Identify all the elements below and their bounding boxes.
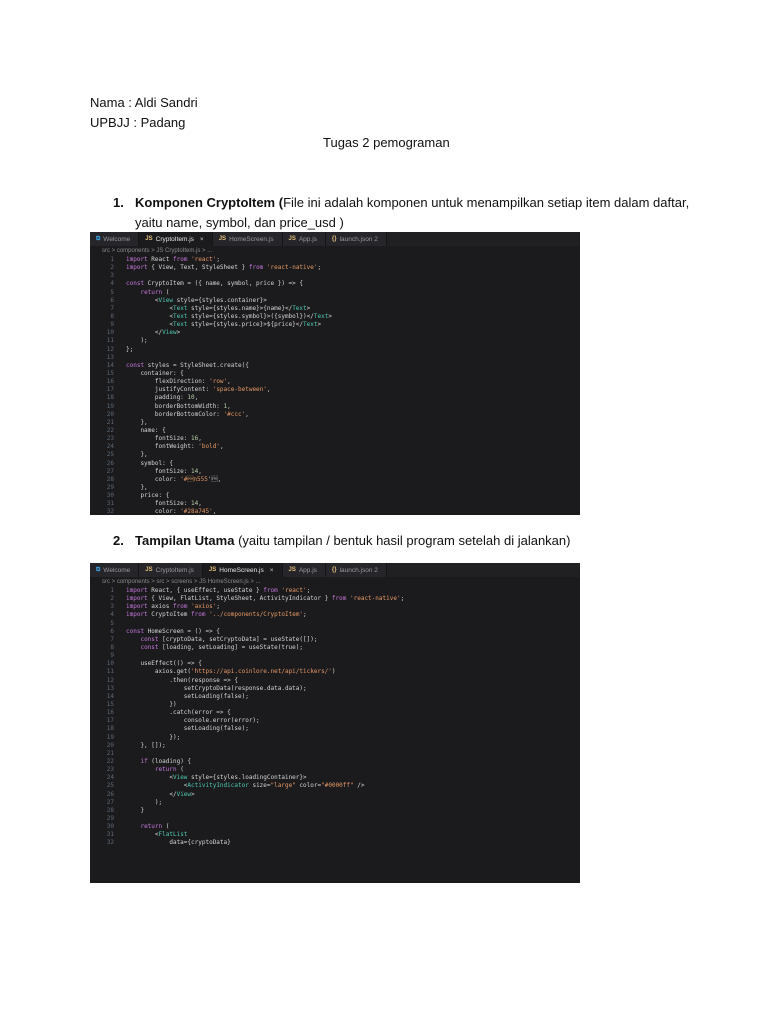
line-number: 24 — [106, 774, 114, 782]
code-line — [90, 636, 580, 644]
code-text: borderBottomWidth: 1, — [126, 402, 231, 410]
code-text: }, — [126, 483, 148, 491]
line-number: 13 — [106, 684, 114, 692]
code-line — [90, 500, 580, 508]
list-item-text: File ini adalah komponen untuk menampilkan setiap item dalam daftar, — [283, 195, 690, 210]
list-number: 1. — [113, 195, 124, 210]
code-line — [90, 378, 580, 386]
list-item-heading: Komponen CryptoItem ( — [135, 195, 284, 210]
code-line — [90, 734, 580, 742]
code-line — [90, 411, 580, 419]
line-number: 20 — [106, 410, 114, 418]
code-line — [90, 807, 580, 815]
code-text: <Text style={styles.name}>{name}</Text> — [126, 304, 311, 312]
code-line — [90, 603, 580, 611]
code-line — [90, 394, 580, 402]
code-line — [90, 628, 580, 636]
editor-tab-bar — [90, 232, 580, 246]
code-line — [90, 272, 580, 280]
code-text: }, — [126, 451, 148, 459]
editor-tab-label: launch.json 2 — [339, 566, 378, 574]
code-line — [90, 297, 580, 305]
editor-tab-label: Welcome — [103, 235, 131, 243]
list-item-text: (yaitu tampilan / bentuk hasil program setelah di jalankan) — [234, 533, 571, 548]
js-file-icon: JS — [145, 236, 153, 242]
code-line — [90, 823, 580, 831]
code-text: color: '#n555', — [126, 475, 222, 483]
code-line — [90, 386, 580, 394]
code-text: return ( — [154, 766, 184, 774]
code-line — [90, 280, 580, 288]
code-line — [90, 419, 580, 427]
code-text: ); — [126, 798, 163, 806]
close-icon[interactable]: × — [269, 566, 274, 574]
line-number: 22 — [106, 757, 114, 765]
js-file-icon: JS — [288, 567, 296, 573]
editor-tab[interactable] — [213, 232, 283, 246]
line-number: 24 — [106, 443, 114, 451]
line-number: 30 — [106, 492, 114, 500]
code-text: return ( — [140, 823, 170, 831]
code-text: <Text style={styles.price}>${price}</Text> — [126, 321, 322, 329]
code-text: setLoading(false); — [126, 725, 249, 733]
code-text: const styles = StyleSheet.create({ — [126, 361, 249, 369]
code-line — [90, 611, 580, 619]
code-line — [90, 839, 580, 847]
code-line — [90, 427, 580, 435]
code-line — [90, 693, 580, 701]
line-number: 21 — [106, 749, 114, 757]
document-title: Tugas 2 pemograman — [323, 135, 450, 150]
line-number: 4 — [110, 280, 114, 288]
code-text: setCryptoData(response.data.data); — [126, 684, 307, 692]
line-number: 14 — [106, 692, 114, 700]
code-line — [90, 831, 580, 839]
editor-tab-label: Welcome — [103, 566, 131, 574]
breadcrumb: src > components > JS CryptoItem.js > ... — [102, 248, 213, 254]
line-number: 31 — [106, 500, 114, 508]
code-text: padding: 10, — [126, 394, 199, 402]
code-text: }, []); — [126, 741, 166, 749]
line-number: 28 — [106, 475, 114, 483]
code-text: color: '#28a745', — [126, 508, 217, 515]
editor-tab[interactable] — [139, 232, 212, 246]
code-line — [90, 791, 580, 799]
code-editor-screenshot-1 — [90, 232, 580, 515]
editor-tab-label: App.js — [298, 235, 317, 243]
code-area — [90, 587, 580, 848]
code-line — [90, 313, 580, 321]
editor-tab-label: HomeScreen.js — [219, 566, 264, 574]
student-upbjj: UPBJJ : Padang — [90, 115, 186, 130]
code-line — [90, 468, 580, 476]
line-number: 28 — [106, 806, 114, 814]
list-item-text: yaitu name, symbol, dan price_usd ) — [135, 215, 344, 230]
code-text: } — [126, 806, 145, 814]
line-number: 22 — [106, 426, 114, 434]
line-number: 10 — [106, 660, 114, 668]
code-line — [90, 725, 580, 733]
code-text: }) — [126, 700, 177, 708]
line-number: 18 — [106, 725, 114, 733]
code-text: import CryptoItem from '../components/CryptoItem'; — [126, 611, 307, 619]
line-number: 29 — [106, 483, 114, 491]
code-line — [90, 595, 580, 603]
code-line — [90, 321, 580, 329]
line-number: 29 — [106, 814, 114, 822]
code-text: }; — [126, 345, 134, 353]
line-number: 1 — [110, 256, 114, 263]
code-text: fontSize: 14, — [126, 500, 202, 508]
code-line — [90, 644, 580, 652]
editor-tab-label: HomeScreen.js — [229, 235, 274, 243]
line-number: 3 — [110, 603, 114, 611]
line-number: 12 — [106, 676, 114, 684]
line-number: 23 — [106, 435, 114, 443]
code-text: useEffect(() => { — [126, 660, 202, 668]
editor-tab[interactable] — [326, 232, 387, 246]
code-text: price: { — [126, 492, 170, 500]
line-number: 13 — [106, 353, 114, 361]
code-line — [90, 476, 580, 484]
code-line — [90, 305, 580, 313]
code-line — [90, 484, 580, 492]
code-line — [90, 443, 580, 451]
code-text: fontWeight: 'bold', — [126, 443, 224, 451]
code-line — [90, 289, 580, 297]
code-text: data={cryptoData} — [126, 839, 231, 847]
code-text: <FlatList — [126, 831, 188, 839]
code-text: if (loading) { — [140, 757, 192, 765]
code-editor-screenshot-2 — [90, 563, 580, 883]
list-item-2 — [113, 531, 713, 551]
code-text: const CryptoItem = ({ name, symbol, price }) => { — [126, 280, 304, 288]
code-text: import { View, FlatList, StyleSheet, ActivityIndicator } from 'react-native'; — [126, 595, 405, 603]
code-text: console.error(error); — [126, 717, 260, 725]
code-line — [90, 758, 580, 766]
line-number: 18 — [106, 394, 114, 402]
line-number: 16 — [106, 709, 114, 717]
editor-tab-label: CryptoItem.js — [155, 566, 194, 574]
line-number: 27 — [106, 467, 114, 475]
line-number: 32 — [106, 839, 114, 847]
line-number: 19 — [106, 402, 114, 410]
code-line — [90, 492, 580, 500]
line-number: 17 — [106, 386, 114, 394]
code-line — [90, 264, 580, 272]
code-line — [90, 742, 580, 750]
code-line — [90, 329, 580, 337]
code-line — [90, 451, 580, 459]
code-text: justifyContent: 'space-between', — [126, 386, 271, 394]
editor-tab[interactable] — [139, 563, 203, 577]
line-number: 14 — [106, 361, 114, 369]
js-file-icon: JS — [218, 236, 227, 242]
code-text: return ( — [140, 288, 170, 296]
code-line — [90, 362, 580, 370]
line-number: 31 — [106, 831, 114, 839]
editor-tab-bar — [90, 563, 580, 577]
js-file-icon: JS — [208, 567, 217, 573]
code-line — [90, 766, 580, 774]
editor-tab[interactable] — [90, 563, 139, 577]
editor-tab[interactable] — [283, 563, 326, 577]
code-text: }, — [126, 418, 148, 426]
code-text: setLoading(false); — [126, 692, 249, 700]
code-text: import axios from 'axios'; — [126, 603, 220, 611]
line-number: 11 — [106, 668, 114, 676]
editor-tab-label: CryptoItem.js — [155, 235, 194, 243]
line-number: 15 — [106, 369, 114, 377]
code-text: borderBottomColor: '#ccc', — [126, 410, 249, 418]
code-text: import { View, Text, StyleSheet } from 'react-native'; — [126, 264, 322, 272]
code-line — [90, 403, 580, 411]
code-text: .catch(error => { — [126, 709, 231, 717]
code-line — [90, 435, 580, 443]
editor-tab[interactable] — [90, 232, 139, 246]
code-line — [90, 370, 580, 378]
line-number: 8 — [110, 312, 114, 320]
code-line — [90, 354, 580, 362]
line-number: 2 — [110, 264, 114, 272]
breadcrumb: src > components > src > screens > JS HomeScreen.js > ... — [102, 579, 261, 585]
line-number: 3 — [110, 272, 114, 280]
code-text: flexDirection: 'row', — [126, 378, 231, 386]
code-line — [90, 799, 580, 807]
code-line — [90, 709, 580, 717]
editor-tab[interactable] — [203, 563, 283, 577]
line-number: 8 — [110, 643, 114, 651]
code-line — [90, 256, 580, 264]
code-text: <View style={styles.container}> — [126, 296, 267, 304]
js-file-icon: JS — [288, 236, 296, 242]
code-text: }); — [126, 733, 181, 741]
line-number: 17 — [106, 717, 114, 725]
line-number: 1 — [110, 587, 114, 594]
line-number: 15 — [106, 700, 114, 708]
code-line — [90, 701, 580, 709]
code-line — [90, 677, 580, 685]
code-text: axios.get('https://api.coinlore.net/api/tickers/') — [126, 668, 336, 676]
line-number: 10 — [106, 329, 114, 337]
code-text: import React from 'react'; — [126, 256, 220, 263]
code-line — [90, 717, 580, 725]
line-number: 7 — [110, 304, 114, 312]
code-line — [90, 587, 580, 595]
list-number: 2. — [113, 533, 124, 548]
code-line — [90, 815, 580, 823]
code-text: import React, { useEffect, useState } from 'react'; — [126, 587, 311, 594]
code-text: .then(response => { — [126, 676, 238, 684]
code-text: const [loading, setLoading] = useState(true); — [140, 643, 304, 651]
code-line — [90, 685, 580, 693]
editor-tab-label: launch.json 2 — [339, 235, 378, 243]
line-number: 26 — [106, 459, 114, 467]
js-file-icon: JS — [145, 567, 153, 573]
code-line — [90, 460, 580, 468]
code-area — [90, 256, 580, 515]
code-line — [90, 750, 580, 758]
code-text: name: { — [126, 426, 166, 434]
line-number: 26 — [106, 790, 114, 798]
vscode-icon: ⧉ — [96, 566, 101, 573]
code-line — [90, 346, 580, 354]
code-text: fontSize: 16, — [126, 435, 202, 443]
code-line — [90, 620, 580, 628]
json-file-icon: {} — [331, 236, 337, 242]
line-number: 7 — [110, 635, 114, 643]
code-text: container: { — [126, 369, 184, 377]
line-number: 5 — [110, 288, 114, 296]
code-text: const HomeScreen = () => { — [126, 627, 220, 635]
code-line — [90, 660, 580, 668]
code-text: const [cryptoData, setCryptoData] = useState([]); — [140, 635, 318, 643]
line-number: 32 — [106, 508, 114, 515]
student-name: Nama : Aldi Sandri — [90, 95, 198, 110]
line-number: 4 — [110, 611, 114, 619]
line-number: 25 — [106, 451, 114, 459]
line-number: 6 — [110, 627, 114, 635]
line-number: 6 — [110, 296, 114, 304]
code-text: <Text style={styles.symbol}>({symbol})</Text> — [126, 312, 332, 320]
editor-tab[interactable] — [326, 563, 387, 577]
code-line — [90, 668, 580, 676]
line-number: 9 — [110, 652, 114, 660]
code-text: <ActivityIndicator size="large" color="#0000ff" /> — [126, 782, 365, 790]
list-item-1 — [113, 193, 713, 233]
code-text: </View> — [126, 790, 195, 798]
editor-tab[interactable] — [283, 232, 326, 246]
code-text: <View style={styles.loadingContainer}> — [126, 774, 307, 782]
line-number: 25 — [106, 782, 114, 790]
line-number: 2 — [110, 595, 114, 603]
line-number: 27 — [106, 798, 114, 806]
line-number: 30 — [106, 823, 114, 831]
line-number: 12 — [106, 345, 114, 353]
code-line — [90, 337, 580, 345]
line-number: 19 — [106, 733, 114, 741]
line-number: 9 — [110, 321, 114, 329]
code-line — [90, 774, 580, 782]
code-line — [90, 782, 580, 790]
code-line — [90, 508, 580, 515]
code-text: ); — [126, 337, 148, 345]
line-number: 21 — [106, 418, 114, 426]
editor-tab-label: App.js — [298, 566, 317, 574]
code-line — [90, 652, 580, 660]
vscode-icon: ⧉ — [96, 235, 101, 242]
code-text: symbol: { — [126, 459, 173, 467]
list-item-heading: Tampilan Utama — [135, 533, 235, 548]
code-text: </View> — [126, 329, 181, 337]
close-icon[interactable]: × — [199, 235, 204, 243]
code-text: fontSize: 14, — [126, 467, 202, 475]
line-number: 16 — [106, 378, 114, 386]
line-number: 23 — [106, 766, 114, 774]
line-number: 5 — [110, 619, 114, 627]
line-number: 11 — [106, 337, 114, 345]
line-number: 20 — [106, 741, 114, 749]
json-file-icon: {} — [331, 567, 337, 573]
